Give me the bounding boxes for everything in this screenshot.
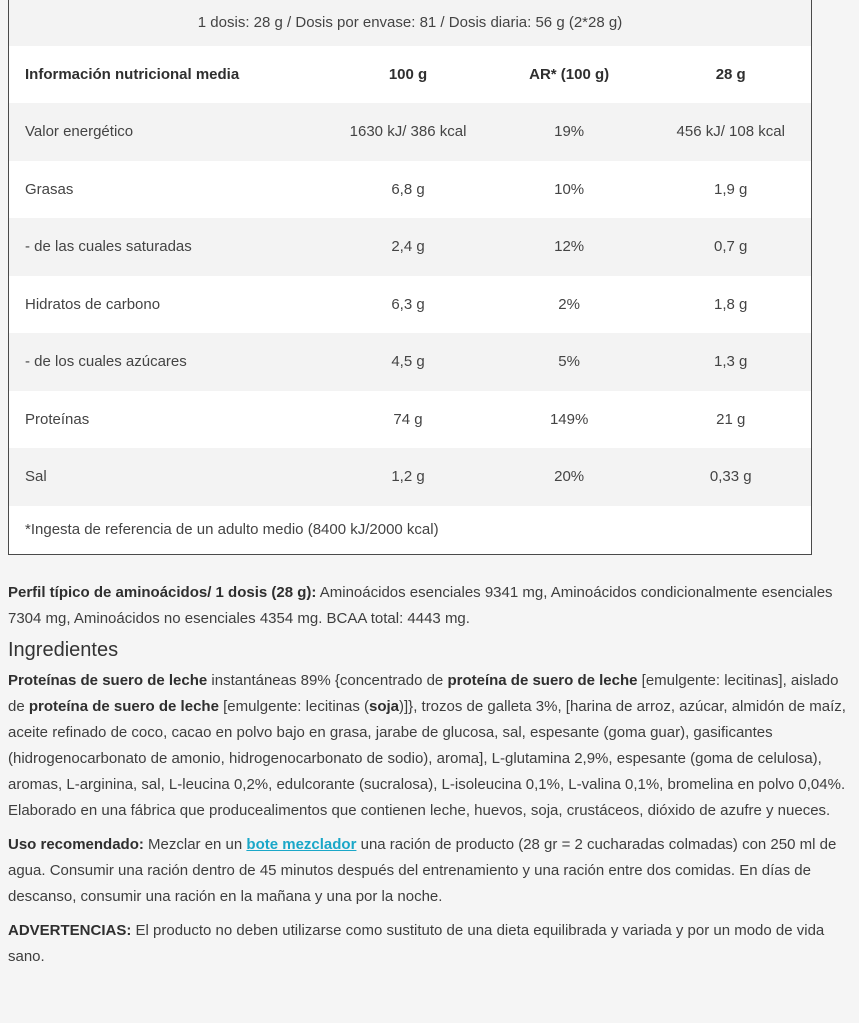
amino-profile: [8, 580, 858, 632]
value-ar: 10%: [554, 180, 585, 198]
nutrient-name: - de las cuales saturadas: [25, 238, 192, 256]
product-description: [8, 580, 858, 970]
value-ar: 19%: [554, 123, 585, 141]
value-28g: 1,8 g: [714, 295, 748, 313]
amino-label: Perfil típico de aminoácidos/ 1 dosis (28 g):: [8, 584, 317, 601]
value-100g: 1630 kJ/ 386 kcal: [349, 123, 467, 141]
table-footnote-row: [9, 506, 811, 554]
value-100g: 6,8 g: [391, 180, 425, 198]
value-ar: 2%: [558, 295, 580, 313]
ingredient-allergen: proteína de suero de leche: [447, 672, 638, 689]
usage-label: Uso recomendado:: [8, 836, 144, 853]
value-ar: 5%: [558, 353, 580, 371]
usage-post: una ración de producto (28 gr = 2 cucharadas colmadas) con 250 ml de agua. Consumir una ración dentro de 45 minutos después del entrenamiento y una ración entre dos comidas. En días de descanso, consumir una ración en la mañana y una por la noche.: [8, 836, 837, 905]
ingredient-allergen: Proteínas de suero de leche: [8, 672, 208, 689]
usage-paragraph: [8, 832, 858, 910]
value-100g: 6,3 g: [391, 295, 425, 313]
nutrition-table: [8, 0, 812, 555]
ingredient-text: [emulgente: lecitinas (: [218, 698, 369, 715]
nutrient-name: - de los cuales azúcares: [25, 353, 187, 371]
nutrient-name: Sal: [25, 468, 47, 486]
warnings-paragraph: [8, 918, 858, 970]
amino-text: Aminoácidos esenciales 9341 mg, Aminoácidos condicionalmente esenciales 7304 mg, Aminoácidos no esenciales 4354 mg. BCAA total: 4443 mg.: [8, 584, 833, 627]
nutrient-name: Valor energético: [25, 123, 134, 141]
warnings-text: El producto no deben utilizarse como sustituto de una dieta equilibrada y variada y por un modo de vida sano.: [8, 922, 825, 965]
header-cell: 28 g: [715, 66, 746, 83]
table-row: [9, 218, 811, 276]
nutrient-name: Grasas: [25, 180, 74, 198]
table-row: [9, 333, 811, 391]
table-header-row: [9, 46, 811, 103]
value-28g: 21 g: [716, 410, 746, 428]
header-cell: AR* (100 g): [529, 66, 610, 83]
header-cell: Información nutricional media: [25, 66, 240, 83]
ingredient-allergen: soja: [369, 698, 400, 715]
ingredient-text: instantáneas 89% {concentrado de: [207, 672, 448, 689]
value-28g: 456 kJ/ 108 kcal: [676, 123, 785, 141]
value-ar: 20%: [554, 468, 585, 486]
value-ar: 12%: [554, 238, 585, 256]
mixer-bottle-link[interactable]: bote mezclador: [246, 836, 357, 853]
ingredient-text: [emulgente: lecitinas], aislado de: [8, 672, 839, 715]
reference-intake-footnote: *Ingesta de referencia de un adulto medio (8400 kJ/2000 kcal): [25, 521, 439, 538]
value-28g: 0,33 g: [709, 468, 752, 486]
value-28g: 1,3 g: [714, 353, 748, 371]
table-row: [9, 448, 811, 506]
usage-pre: Mezclar en un: [143, 836, 247, 853]
ingredients-list: [8, 668, 858, 798]
nutrient-name: Hidratos de carbono: [25, 295, 161, 313]
value-100g: 1,2 g: [391, 468, 425, 486]
ingredient-text: )]}, trozos de galleta 3%, [harina de arroz, azúcar, almidón de maíz, aceite refinado de coco, cacao en polvo bajo en grasa, jarabe de glucosa, sal, espesante (goma guar), gasificantes (hidrogenocarbonato de amonio, hidrogenocarbonato de sodio), aroma], L-glutamina 2,9%, espesante (goma de celulosa), aromas, L-arginina, sal, L-leucina 0,2%, edulcorante (sucralosa), L-isoleucina 0,1%, L-valina 0,1%, bromelina en polvo 0,04%.: [8, 698, 846, 793]
nutrient-name: Proteínas: [25, 410, 90, 428]
value-100g: 74 g: [393, 410, 423, 428]
value-28g: 0,7 g: [714, 238, 748, 256]
serving-info: 1 dosis: 28 g / Dosis por envase: 81 / Dosis diaria: 56 g (2*28 g): [9, 0, 811, 46]
value-ar: 149%: [549, 410, 589, 428]
factory-allergen-note: Elaborado en una fábrica que producealimentos que contienen leche, huevos, soja, crustáceos, dióxido de azufre y nueces.: [8, 802, 831, 819]
table-row: [9, 103, 811, 161]
warnings-label: ADVERTENCIAS:: [8, 922, 132, 939]
value-28g: 1,9 g: [714, 180, 748, 198]
value-100g: 4,5 g: [391, 353, 425, 371]
table-row: [9, 391, 811, 449]
ingredient-allergen: proteína de suero de leche: [28, 698, 219, 715]
value-100g: 2,4 g: [391, 238, 425, 256]
table-row: [9, 161, 811, 219]
header-cell: 100 g: [388, 66, 428, 83]
table-row: [9, 276, 811, 334]
ingredients-heading: Ingredientes: [8, 639, 119, 661]
